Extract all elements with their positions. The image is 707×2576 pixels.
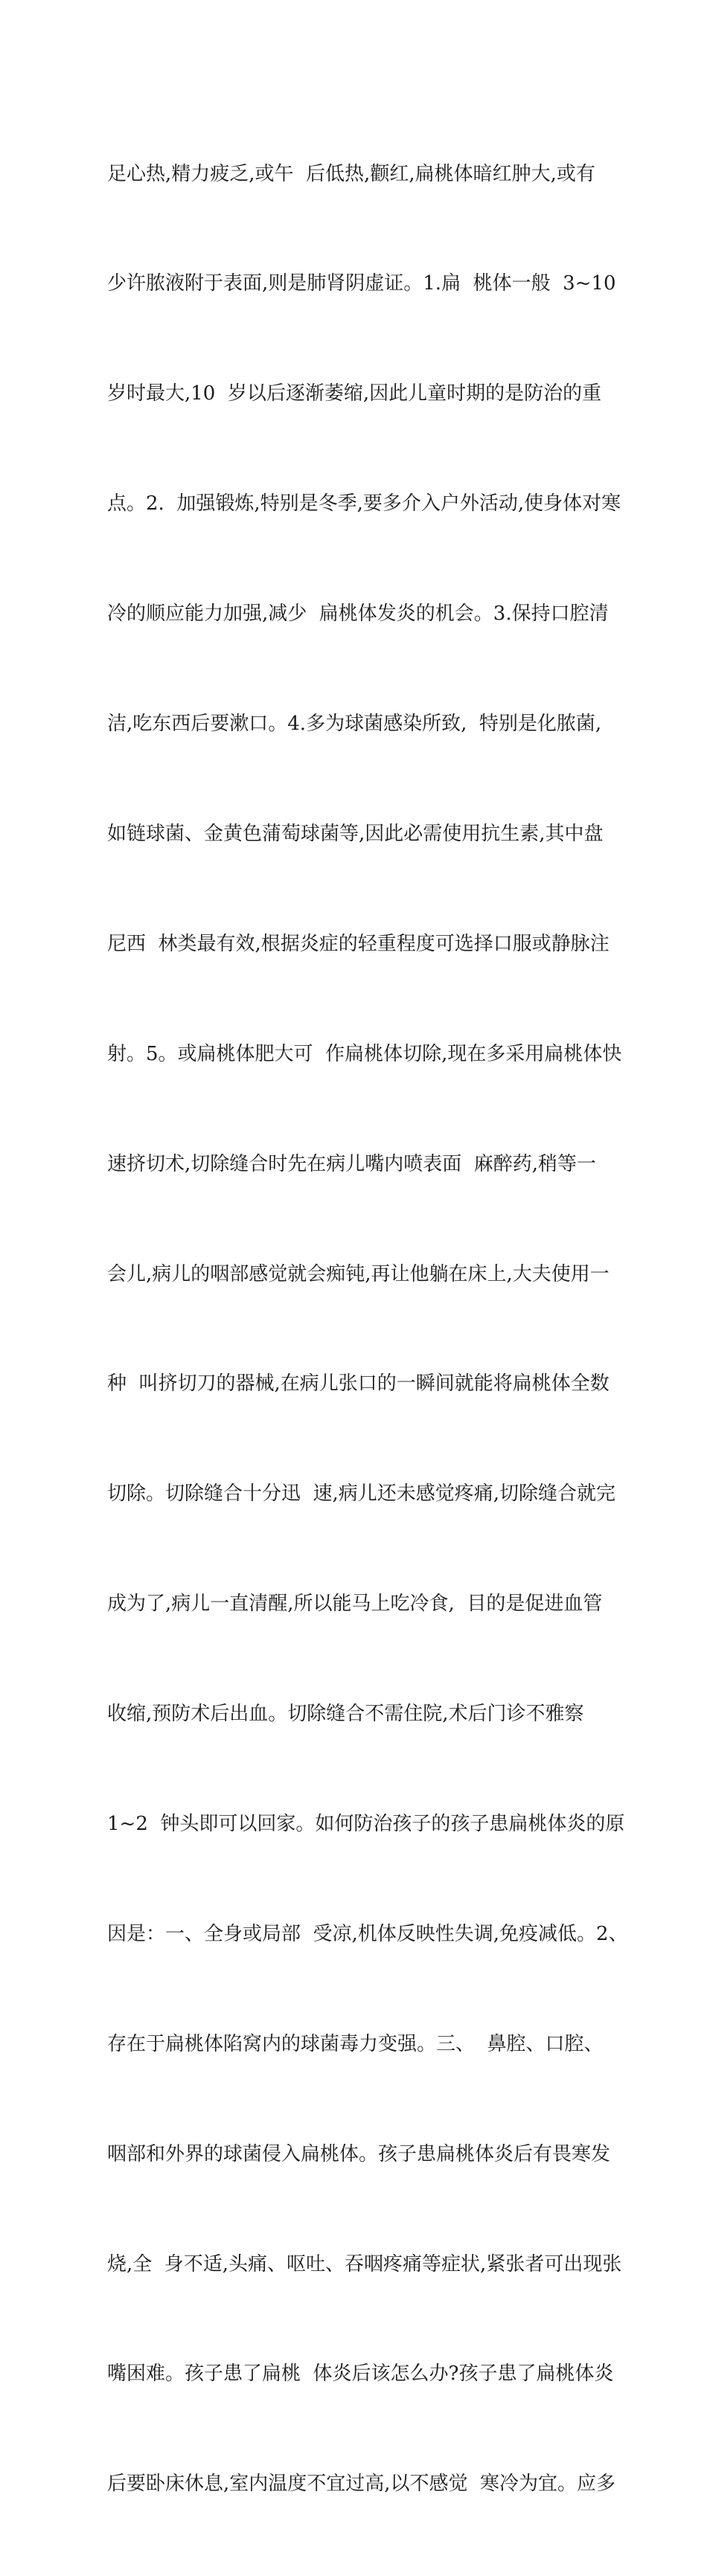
text-line: 足心热,精力疲乏,或午 后低热,颧红,扁桃体暗红肿大,或有	[107, 162, 595, 185]
text-line: 少许脓液附于表面,则是肺肾阴虚证。1.扁 桃体一般 3~10	[107, 272, 616, 295]
text-line: 速挤切术,切除缝合时先在病儿嘴内喷表面 麻醉药,稍等一	[107, 1152, 597, 1175]
text-line: 咽部和外界的球菌侵入扁桃体。孩子患扁桃体炎后有畏寒发	[107, 2142, 611, 2165]
text-line: 切除。切除缝合十分迅 速,病儿还未感觉疼痛,切除缝合就完	[107, 1483, 616, 1506]
text-line: 点。2. 加强锻炼,特别是冬季,要多介入户外活动,使身体对寒	[107, 492, 621, 515]
text-line: 岁时最大,10 岁以后逐渐萎缩,因此儿童时期的是防治的重	[107, 382, 602, 405]
body-text	[107, 83, 628, 2576]
text-line: 洁,吃东西后要漱口。4.多为球菌感染所致, 特别是化脓菌,	[107, 713, 602, 736]
text-line: 冷的顺应能力加强,减少 扁桃体发炎的机会。3.保持口腔清	[107, 603, 609, 626]
text-line: 烧,全 身不适,头痛、呕吐、吞咽疼痛等症状,紧张者可出现张	[107, 2252, 622, 2275]
text-line: 射。5。或扁桃体肥大可 作扁桃体切除,现在多采用扁桃体快	[107, 1042, 622, 1065]
text-line: 收缩,预防术后出血。切除缝合不需住院,术后门诊不雅察	[107, 1703, 584, 1726]
text-line: 嘴困难。孩子患了扁桃 体炎后该怎么办?孩子患了扁桃体炎	[107, 2363, 614, 2386]
text-line: 1~2 钟头即可以回家。如何防治孩子的孩子患扁桃体炎的原	[107, 1812, 625, 1835]
text-line: 如链球菌、金黄色蒲萄球菌等,因此必需使用抗生素,其中盘	[107, 822, 604, 845]
text-line: 后要卧床休息,室内温度不宜过高,以不感觉 寒冷为宜。应多	[107, 2473, 616, 2496]
text-line: 因是：一、全身或局部 受凉,机体反映性失调,免疫减低。2、	[107, 1922, 628, 1945]
text-line: 种 叫挤切刀的器械,在病儿张口的一瞬间就能将扁桃体全数	[107, 1372, 610, 1395]
text-line: 尼西 林类最有效,根据炎症的轻重程度可选择口服或静脉注	[107, 932, 610, 955]
text-line: 存在于扁桃体陷窝内的球菌毒力变强。三、 鼻腔、口腔、	[107, 2032, 604, 2055]
text-line: 会儿,病儿的咽部感觉就会痴钝,再让他躺在床上,大夫使用一	[107, 1262, 610, 1285]
text-line: 成为了,病儿一直清醒,所以能马上吃冷食, 目的是促进血管	[107, 1593, 603, 1616]
